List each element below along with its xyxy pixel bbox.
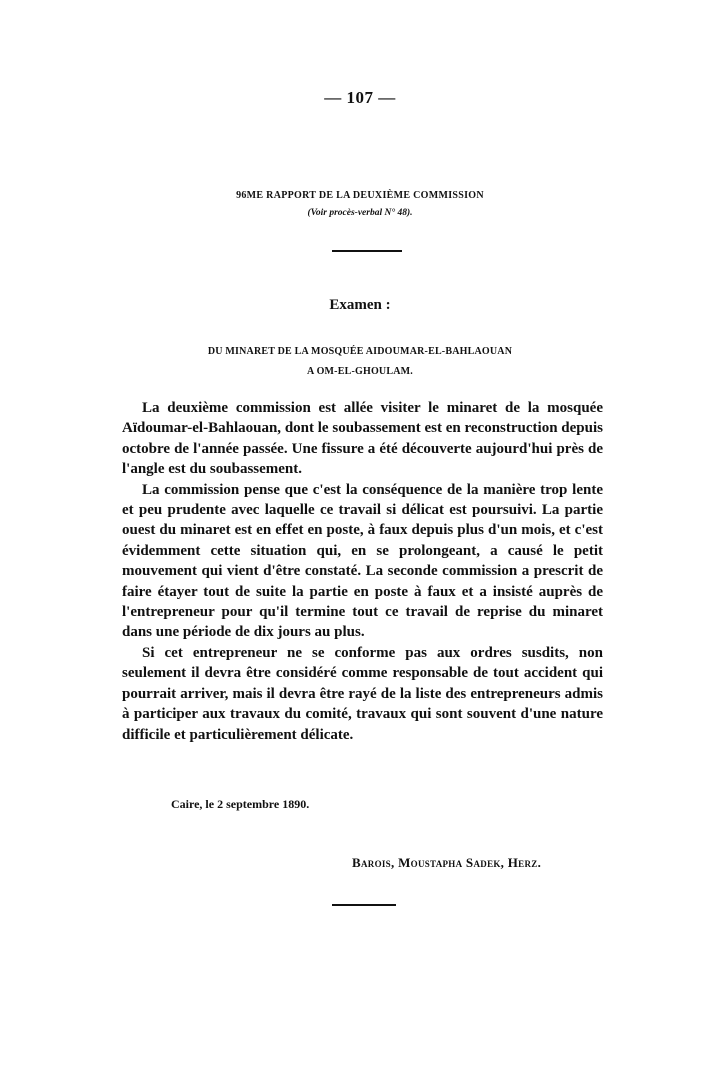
paragraph-3: Si cet entrepreneur ne se conforme pas aux ordres susdits, non seulement il devra être considéré comme responsable de tout accident qui pourrait arriver, mais il devra être rayé de la liste des entrepreneurs admis à participer aux travaux du comité, travaux qui sont souvent d'une nature difficile et particulièrement délicate. — [122, 644, 603, 743]
signatures: Barois, Moustapha Sadek, Herz. — [352, 855, 542, 870]
subject-line-1: DU MINARET DE LA MOSQUÉE AIDOUMAR-EL-BAHLAOUAN — [207, 346, 513, 357]
body-text — [122, 398, 603, 745]
report-title: 96ME RAPPORT DE LA DEUXIÈME COMMISSION — [236, 190, 484, 201]
dateline: Caire, le 2 septembre 1890. — [171, 797, 310, 811]
top-divider — [332, 250, 402, 252]
report-subtitle: (Voir procès-verbal N° 48). — [307, 208, 413, 218]
paragraph-1: La deuxième commission est allée visiter le minaret de la mosquée Aïdoumar-el-Bahlaouan, dont le soubassement est en reconstruction depuis octobre de l'année passée. Une fissure a été découverte aujourd'hui près de l'angle est du soubassement. — [122, 400, 603, 478]
subject-line-2: A OM-EL-GHOULAM. — [307, 366, 413, 377]
paragraph-2: La commission pense que c'est la conséquence de la manière trop lente et peu prudente avec laquelle ce travail si délicat est poursuivi. La partie ouest du minaret est en effet en poste, à faux depuis plus d'un mois, et c'est évidemment cette situation qui, en se prolongeant, a causé le petit mouvement qui vient d'être constaté. La seconde commission a prescrit de faire étayer tout de suite la partie en poste à faux et a insisté auprès de l'entrepreneur pour qu'il termine tout ce travail de reprise du minaret dans une période de dix jours au plus. — [122, 481, 603, 641]
exam-heading: Examen : — [329, 297, 391, 313]
bottom-divider — [332, 904, 396, 906]
page-number: — 107 — — [324, 88, 396, 107]
